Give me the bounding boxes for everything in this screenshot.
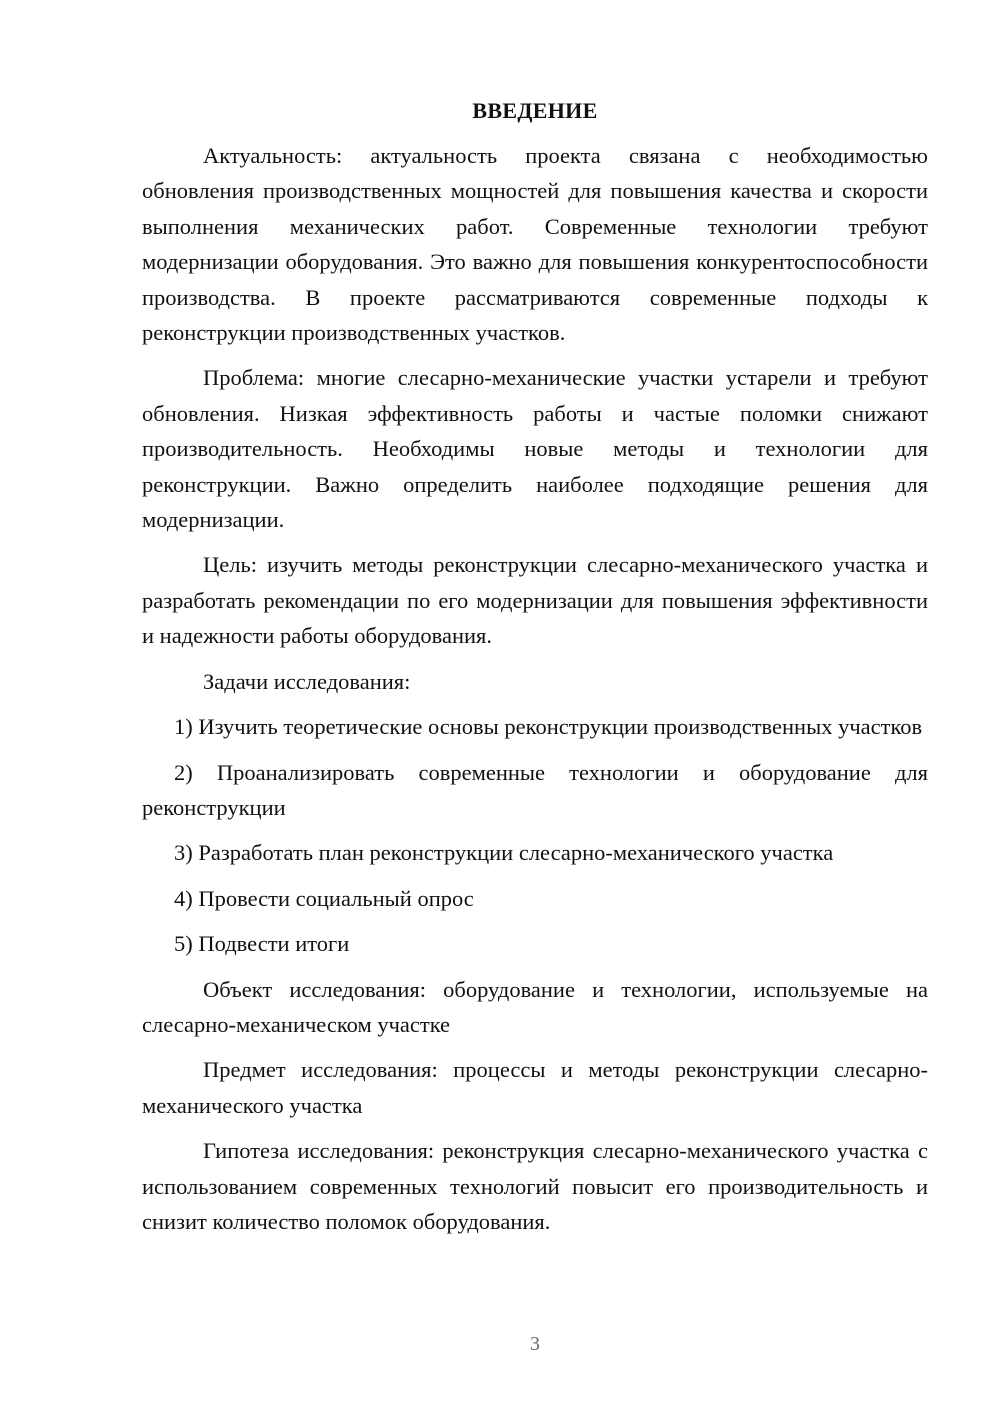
page-content: [142, 96, 928, 1239]
task-item: 2) Проанализировать современные технологии и оборудование для реконструкции: [142, 759, 928, 820]
task-item: 3) Разработать план реконструкции слесарно-механического участка: [174, 840, 834, 866]
task-item: 1) Изучить теоретические основы реконструкции производственных участков: [174, 714, 923, 740]
paragraph-subject: Предмет исследования: процессы и методы реконструкции слесарно-механического участка: [142, 1057, 928, 1118]
paragraph-object: Объект исследования: оборудование и технологии, используемые на слесарно-механическом участке: [142, 976, 928, 1037]
paragraph-goal: Цель: изучить методы реконструкции слесарно-механического участка и разработать рекомендации по его модернизации для повышения эффективности и надежности работы оборудования.: [142, 552, 928, 649]
task-item: 5) Подвести итоги: [174, 931, 350, 957]
paragraph-hypothesis: Гипотеза исследования: реконструкция слесарно-механического участка с использованием современных технологий повысит его производительность и снизит количество поломок оборудования.: [142, 1138, 928, 1234]
tasks-title: Задачи исследования:: [203, 668, 411, 694]
section-heading: ВВЕДЕНИЕ: [472, 98, 598, 123]
page-number: 3: [530, 1333, 540, 1355]
paragraph-problem: Проблема: многие слесарно-механические участки устарели и требуют обновления. Низкая эффективность работы и частые поломки снижают производительность. Необходимы новые методы и технологии для реконструкции. Важно определить наиболее подходящие решения для модернизации.: [142, 365, 928, 533]
paragraph-relevance: Актуальность: актуальность проекта связана с необходимостью обновления производственных мощностей для повышения качества и скорости выполнения механических работ. Современные технологии требуют модернизации оборудования. Это важно для повышения конкурентоспособности производства. В проекте рассматриваются современные подходы к реконструкции производственных участков.: [142, 143, 928, 346]
task-item: 4) Провести социальный опрос: [174, 885, 474, 911]
